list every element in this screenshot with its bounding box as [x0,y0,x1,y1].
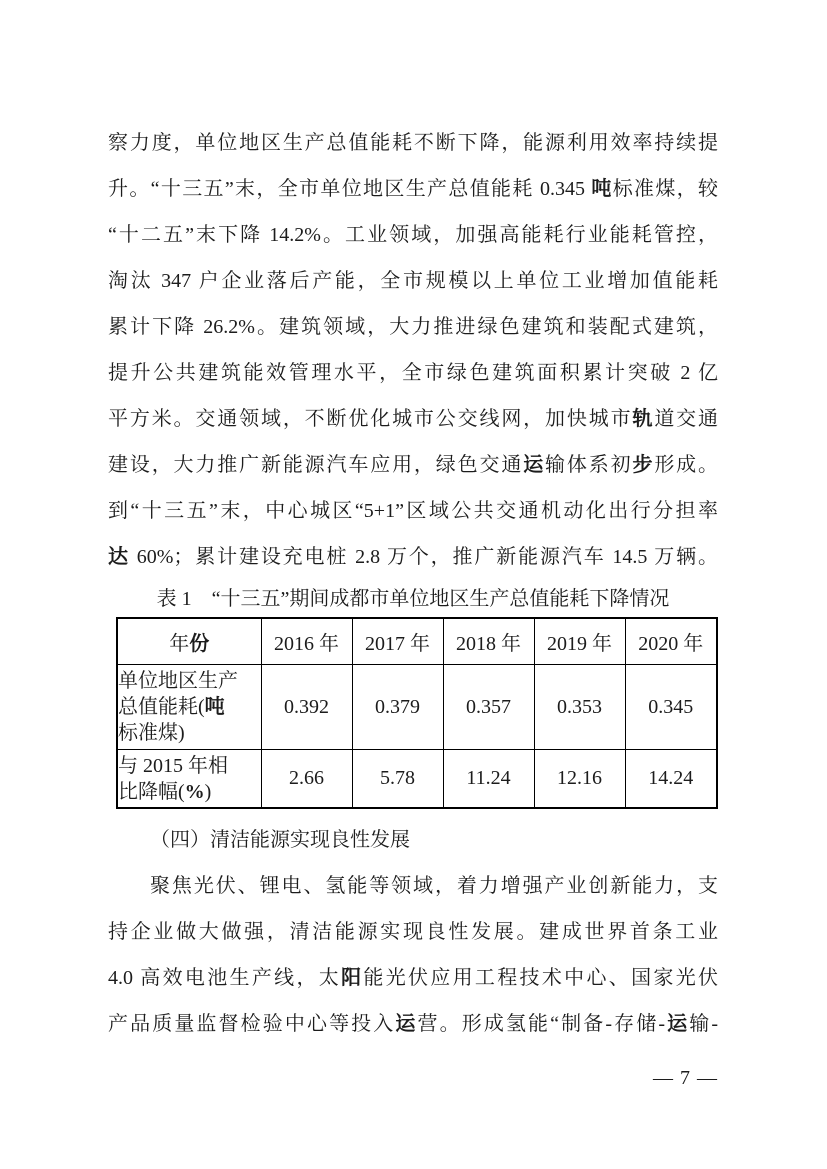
bold-char: 轨 [632,408,655,430]
table-row-energy-intensity [117,665,717,750]
table-cell-value: 2.66 [261,750,352,809]
body-paragraph-1 [108,120,718,580]
body-paragraph-2 [108,863,718,1047]
table-row-decline-rate [117,750,717,809]
table-cell-value: 0.379 [352,665,443,750]
cell-text [118,753,261,805]
page-number: — 7 — [653,1067,718,1089]
text-line [118,694,261,720]
text-line [108,258,718,304]
table-caption-title: “十三五”期间成都市单位地区生产总值能耗下降情况 [211,588,670,610]
text-segment: 营。形成氢能“制备-存储- [417,1013,666,1035]
table-header-row [117,618,717,665]
text-segment: 输体系初 [545,454,633,476]
text-line [108,955,718,1001]
bold-char: 运 [523,454,546,476]
table-cell-value: 11.24 [443,750,534,809]
cell-text [118,668,261,746]
text-segment: 累计下降 26.2%。建筑领域，大力推进绿色建筑和装配式建筑， [108,316,718,338]
section-heading: （四）清洁能源实现良性发展 [150,829,410,851]
text-segment: “十二五”末下降 14.2%。工业领域，加强高能耗行业能耗管控， [108,224,718,246]
text-segment: 建设，大力推广新能源汽车应用，绿色交通 [108,454,524,476]
text-line [108,304,718,350]
text-segment: ) [204,780,212,803]
text-line [108,1001,718,1047]
bold-char: % [184,780,205,803]
table-cell-value: 5.78 [352,750,443,809]
table-header-year [117,618,261,665]
page-content [108,120,718,1091]
text-line [108,212,718,258]
text-segment: 4.0 高效电池生产线，太 [108,967,342,989]
text-segment: 持企业做大做强，清洁能源实现良性发展。建成世界首条工业 [108,921,718,943]
text-line [118,779,261,805]
text-segment: 总值能耗( [118,696,205,718]
text-segment: 道交通 [654,408,719,430]
text-segment: 单位地区生产 [118,670,238,692]
text-segment: 聚焦光伏、锂电、氢能等领域，着力增强产业创新能力，支 [150,875,718,897]
text-segment: 平方米。交通领域，不断优化城市公交线网，加快城市 [108,408,633,430]
text-segment: 形成。 [654,454,719,476]
table-cell-value: 0.357 [443,665,534,750]
table-row-label-decline [117,750,261,809]
text-segment: 到“十三五”末，中心城区“5+1”区域公共交通机动化出行分担率 [108,500,718,522]
text-line [108,166,718,212]
table-cell-value: 0.392 [261,665,352,750]
bold-char: 达 [108,546,130,568]
bold-char: 运 [665,1013,690,1035]
text-line [108,442,718,488]
table-cell-value: 12.16 [534,750,625,809]
table-header-2019: 2019 年 [534,618,625,665]
text-segment: 产品质量监督检验中心等投入 [108,1013,396,1035]
table-caption-label: 表 1 [156,588,192,610]
text-segment: 标准煤) [118,722,185,744]
text-segment: 升。“十三五”末，全市单位地区生产总值能耗 0.345 [108,178,592,200]
table-header-2016: 2016 年 [261,618,352,665]
text-line [108,863,718,909]
table-header-2017: 2017 年 [352,618,443,665]
text-segment: 60%；累计建设充电桩 2.8 万个，推广新能源汽车 14.5 万辆。 [129,546,718,568]
text-line [108,350,718,396]
text-segment: 淘汰 347 户企业落后产能，全市规模以上单位工业增加值能耗 [108,270,718,292]
text-line [118,720,261,746]
text-segment: 能光伏应用工程技术中心、国家光伏 [363,967,719,989]
text-segment: 输- [689,1013,719,1035]
text-segment: 与 2015 年相 [118,754,228,777]
bold-char: 步 [632,454,655,476]
table-header-2018: 2018 年 [443,618,534,665]
table-cell-value: 0.345 [625,665,717,750]
bold-char: 吨 [204,696,225,718]
text-segment: 提升公共建筑能效管理水平，全市绿色建筑面积累计突破 2 亿 [108,362,718,384]
table-row-label-energy [117,665,261,750]
text-line [118,753,261,779]
table-header-2020: 2020 年 [625,618,717,665]
energy-consumption-table [116,617,718,809]
table-cell-value: 14.24 [625,750,717,809]
bold-char: 阳 [341,967,364,989]
text-line [108,488,718,534]
text-line [108,396,718,442]
text-line [108,534,718,580]
table-cell-value: 0.353 [534,665,625,750]
text-segment: 标准煤，较 [612,178,719,200]
text-line [118,668,261,694]
text-line [108,909,718,955]
bold-char: 份 [189,633,210,655]
table-caption [108,584,718,614]
text-segment: 比降幅( [118,780,185,803]
text-segment: 察力度，单位地区生产总值能耗不断下降，能源利用效率持续提 [108,132,718,154]
bold-char: 吨 [591,178,613,200]
bold-char: 运 [395,1013,418,1035]
text-line [108,120,718,166]
text-segment: 年 [169,633,190,655]
